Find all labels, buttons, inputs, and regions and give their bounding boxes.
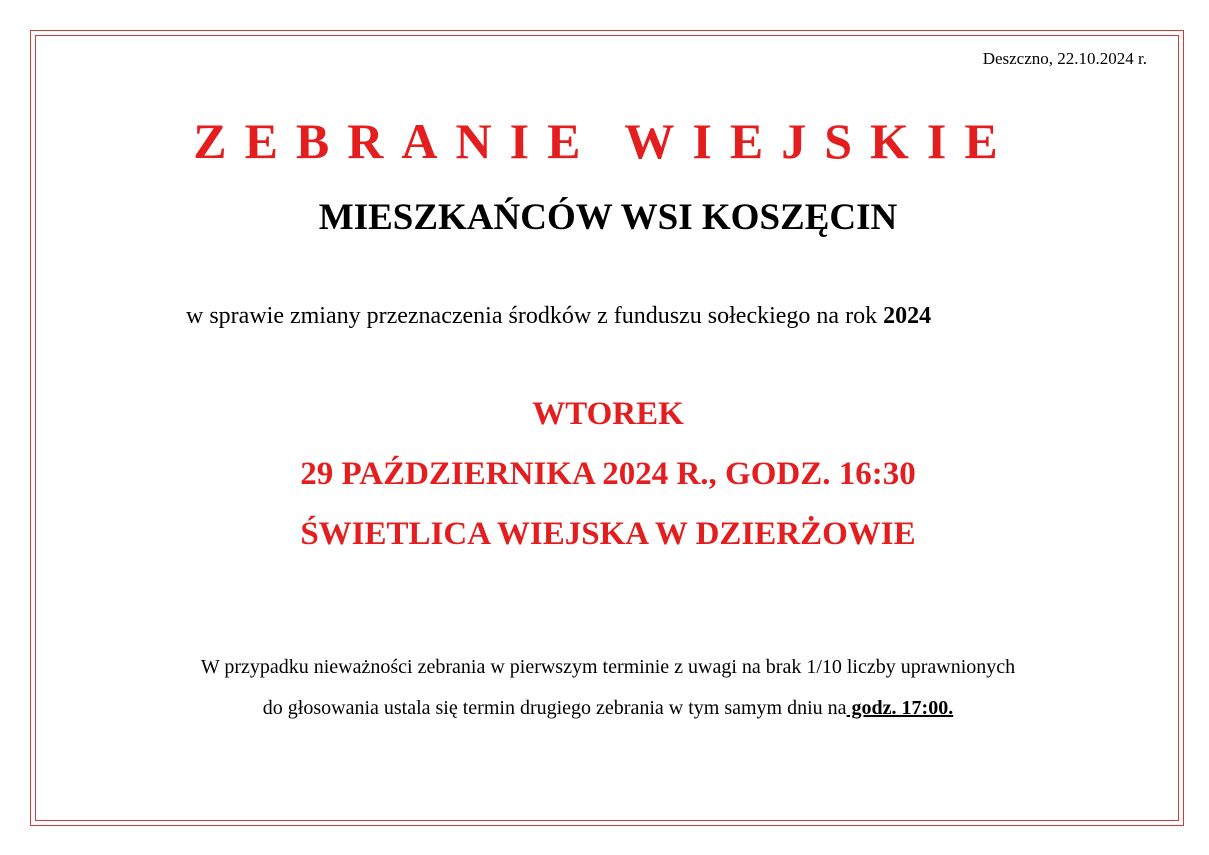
purpose-text: w sprawie zmiany przeznaczenia środków z funduszu sołeckiego na rok (186, 303, 878, 329)
purpose-year: 2024 (883, 303, 932, 329)
place-date: Deszczno, 22.10.2024 r. (982, 49, 1147, 68)
headline (0, 112, 1209, 170)
meeting-date-time: 29 PAŹDZIERNIKA 2024 R., GODZ. 16:30 (300, 456, 916, 492)
meeting-location: ŚWIETLICA WIEJSKA W DZIERŻOWIE (300, 516, 916, 552)
headline-word-1: ZEBRANIE (193, 113, 599, 169)
second-meeting-time: godz. 17:00. (846, 697, 954, 719)
note-line-2-text: do głosowania ustala się termin drugiego zebrania w tym samym dniu na (262, 697, 847, 719)
meeting-day: WTOREK (532, 396, 684, 432)
subheadline: MIESZKAŃCÓW WSI KOSZĘCIN (318, 197, 898, 238)
purpose-line (186, 303, 931, 330)
note-line-2 (0, 697, 1209, 720)
note-line-1: W przypadku nieważności zebrania w pierwszym terminie z uwagi na brak 1/10 liczby uprawnionych (200, 656, 1016, 678)
headline-word-2: WIEJSKIE (624, 113, 1016, 169)
